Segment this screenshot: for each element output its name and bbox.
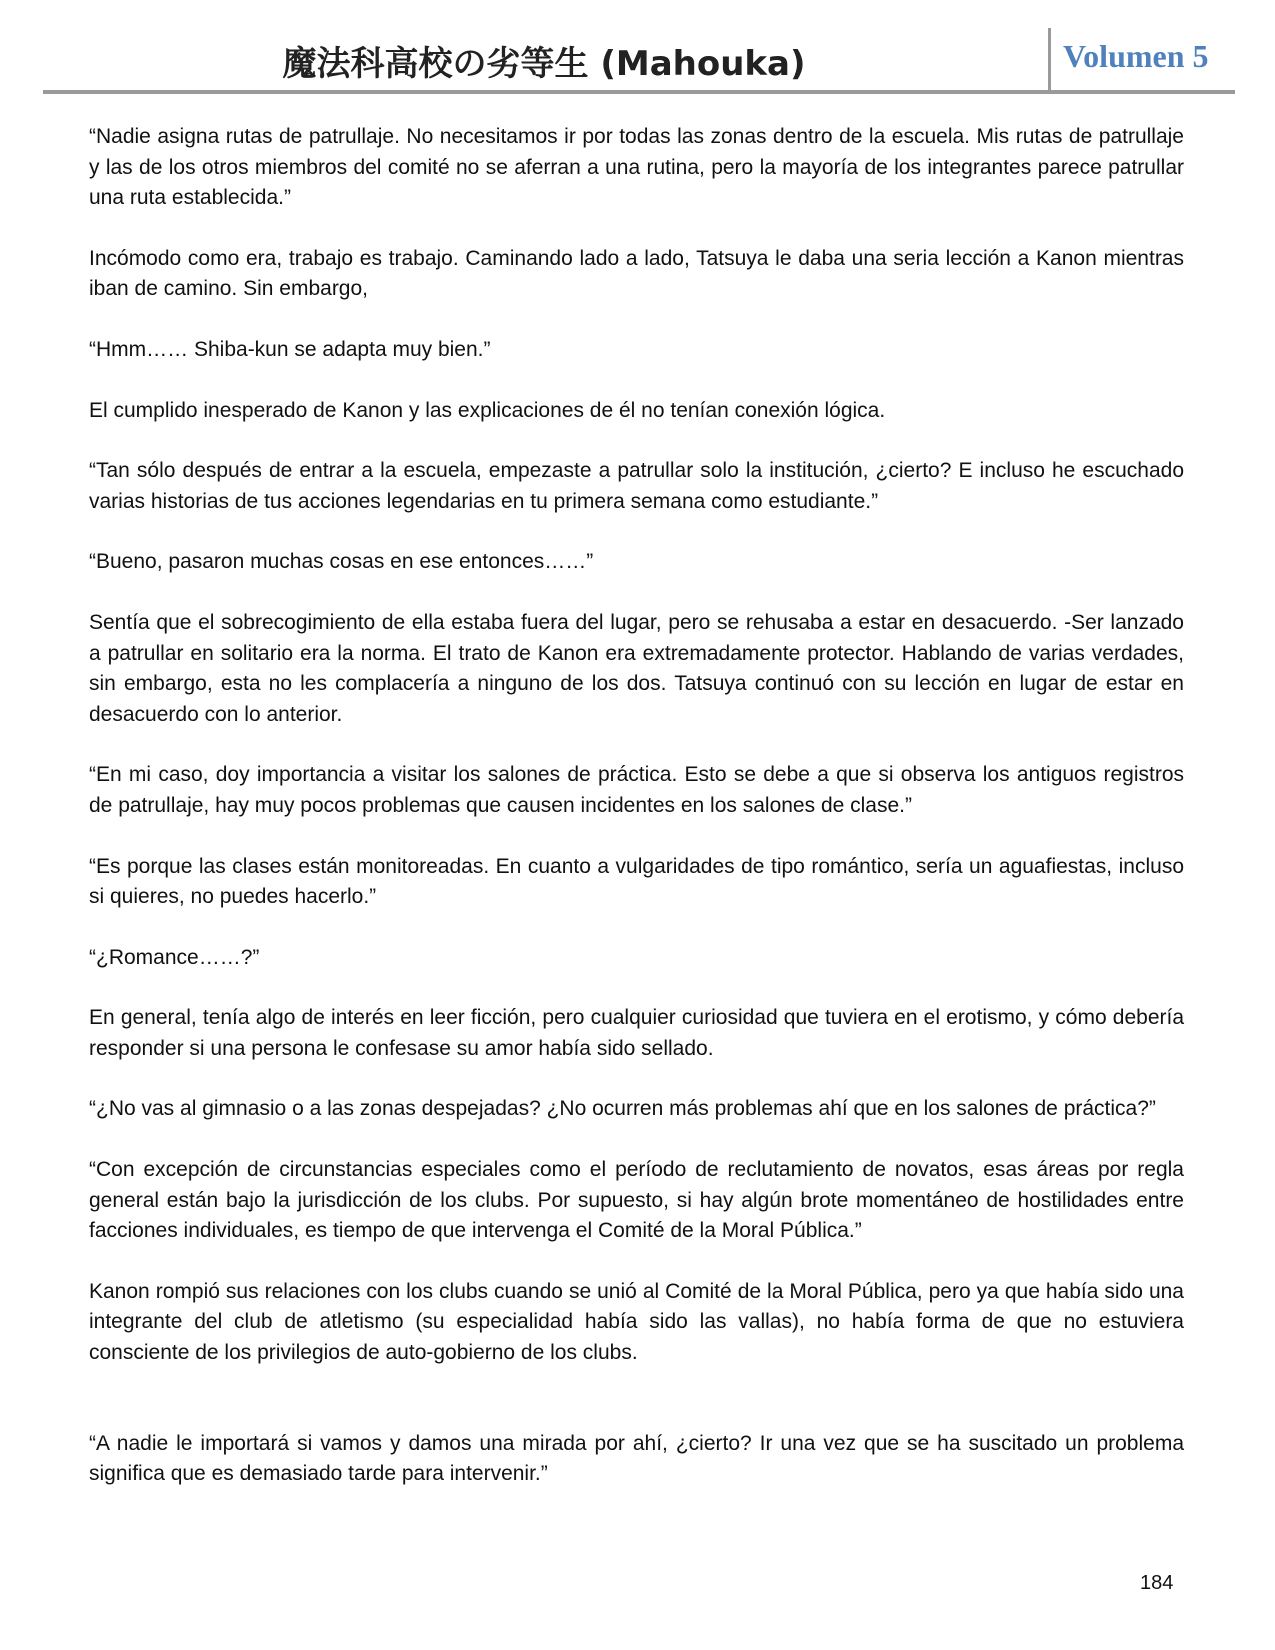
paragraph: Incómodo como era, trabajo es trabajo. Caminando lado a lado, Tatsuya le daba una seria lección a Kanon mientras iban de camino. Sin embargo, (89, 246, 1184, 301)
paragraph: “¿Romance……?” (89, 945, 260, 969)
page-header (43, 28, 1235, 94)
volume-label: Volumen 5 (1063, 38, 1209, 74)
paragraph: El cumplido inesperado de Kanon y las explicaciones de él no tenían conexión lógica. (89, 398, 886, 422)
page-body (89, 122, 1184, 1520)
paragraph: “Con excepción de circunstancias especiales como el período de reclutamiento de novatos, esas áreas por regla general están bajo la jurisdicción de los clubs. Por supuesto, si hay algún brote momentáneo de hostilidades entre facciones individuales, es tiempo de que intervenga el Comité de la Moral Pública.” (89, 1158, 1184, 1243)
header-divider (1048, 28, 1051, 90)
paragraph: “En mi caso, doy importancia a visitar los salones de práctica. Esto se debe a que si observa los antiguos registros de patrullaje, hay muy pocos problemas que causen incidentes en los salones de clase.” (89, 763, 1184, 817)
paragraph: “Bueno, pasaron muchas cosas en ese entonces……” (89, 550, 594, 574)
paragraph: Kanon rompió sus relaciones con los clubs cuando se unió al Comité de la Moral Pública, pero ya que había sido una integrante del club de atletismo (su especialidad había sido las vallas), no había forma de que no estuviera consciente de los privilegios de auto-gobierno de los clubs. (89, 1279, 1184, 1365)
paragraph: “Tan sólo después de entrar a la escuela, empezaste a patrullar solo la institución, ¿cierto? E incluso he escuchado varias historias de tus acciones legendarias en tu primera semana como estudiante.” (89, 459, 1184, 513)
paragraph: “¿No vas al gimnasio o a las zonas despejadas? ¿No ocurren más problemas ahí que en los salones de práctica?” (89, 1097, 1156, 1121)
paragraph: “Nadie asigna rutas de patrullaje. No necesitamos ir por todas las zonas dentro de la escuela. Mis rutas de patrullaje y las de los otros miembros del comité no se aferran a una rutina, pero la mayoría de los integrantes parece patrullar una ruta establecida.” (89, 125, 1184, 210)
book-title: 魔法科高校の劣等生 (Mahouka) (282, 44, 806, 84)
paragraph: “Hmm…… Shiba-kun se adapta muy bien.” (89, 337, 491, 361)
paragraph: En general, tenía algo de interés en leer ficción, pero cualquier curiosidad que tuviera en el erotismo, y cómo debería responder si una persona le confesase su amor había sido sellado. (89, 1006, 1184, 1060)
header-rule (43, 90, 1235, 94)
paragraph: Sentía que el sobrecogimiento de ella estaba fuera del lugar, pero se rehusaba a estar en desacuerdo. -Ser lanzado a patrullar en solitario era la norma. El trato de Kanon era extremadamente protector. Hablando de varias verdades, sin embargo, esta no les complacería a ninguno de los dos. Tatsuya continuó con su lección en lugar de estar en desacuerdo con lo anterior. (89, 610, 1184, 726)
paragraph: “Es porque las clases están monitoreadas. En cuanto a vulgaridades de tipo romántico, sería un aguafiestas, incluso si quieres, no puedes hacerlo.” (89, 854, 1184, 909)
page-number: 184 (1140, 1572, 1174, 1594)
paragraph: “A nadie le importará si vamos y damos una mirada por ahí, ¿cierto? Ir una vez que se ha suscitado un problema significa que es demasiado tarde para intervenir.” (89, 1431, 1184, 1486)
